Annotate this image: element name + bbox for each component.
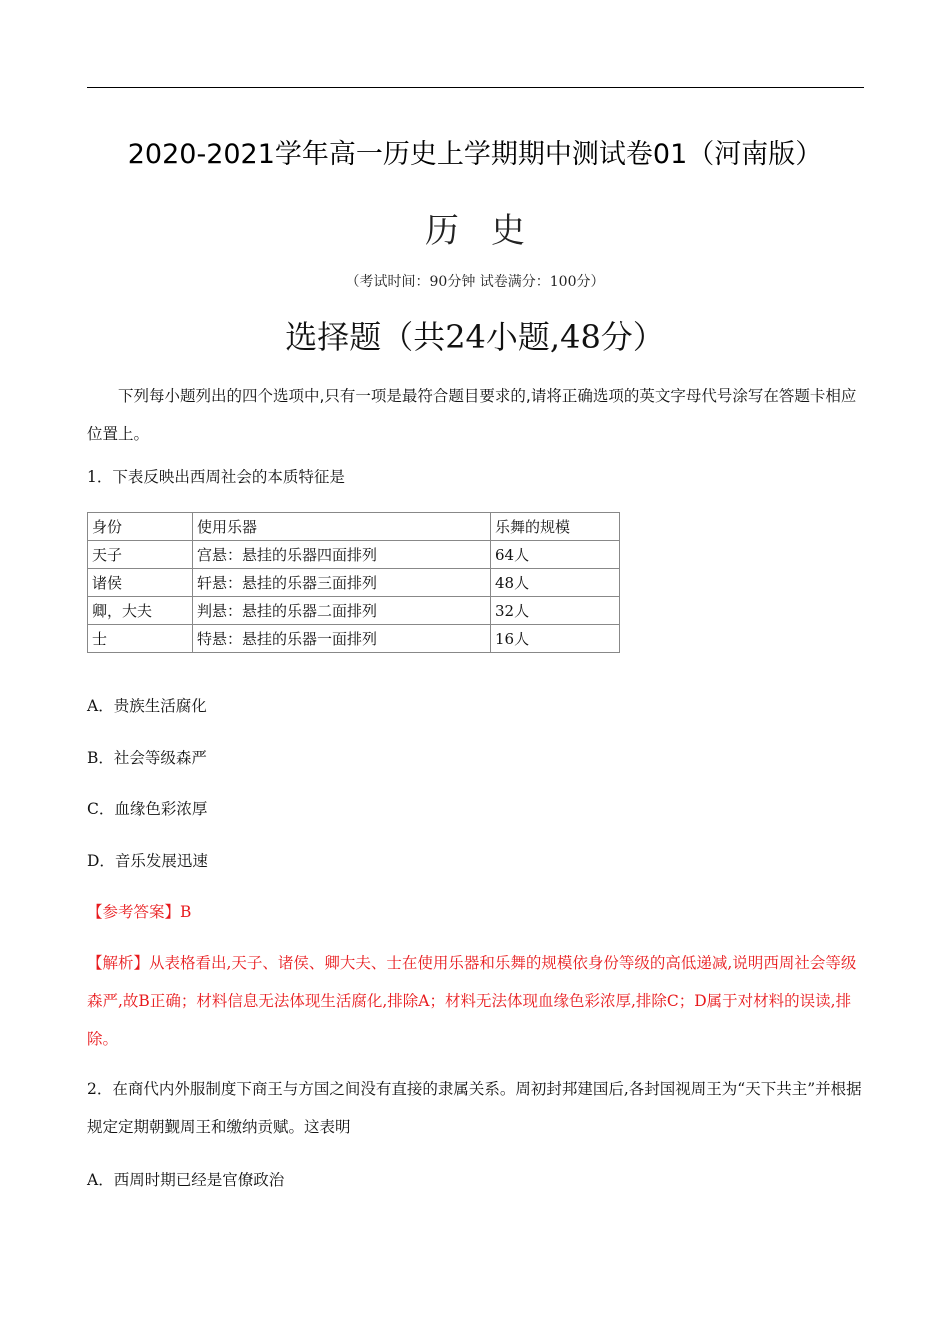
top-rule: [87, 87, 864, 88]
table-cell: 48人: [491, 569, 620, 597]
table-header-cell: 乐舞的规模: [491, 513, 620, 541]
table-cell: 卿，大夫: [88, 597, 193, 625]
table-cell: 士: [88, 625, 193, 653]
question-2-option-a: A．西周时期已经是官僚政治: [87, 1171, 285, 1189]
table-cell: 判悬：悬挂的乐器二面排列: [193, 597, 491, 625]
table-header-cell: 身份: [88, 513, 193, 541]
table-cell: 轩悬：悬挂的乐器三面排列: [193, 569, 491, 597]
question-1-stem: 1．下表反映出西周社会的本质特征是: [87, 468, 345, 486]
question-1-option-d: D．音乐发展迅速: [87, 852, 208, 870]
table-cell: 诸侯: [88, 569, 193, 597]
document-title: 2020-2021学年高一历史上学期期中测试卷01（河南版）: [127, 139, 823, 170]
question-1-option-a: A．贵族生活腐化: [87, 697, 207, 715]
section-instructions: 下列每小题列出的四个选项中,只有一项是最符合题目要求的,请将正确选项的英文字母代号涂写在答题卡相应位置上。: [87, 387, 857, 443]
question-1-option-c: C．血缘色彩浓厚: [87, 800, 208, 818]
section-title: 选择题（共24小题,48分）: [285, 318, 665, 356]
question-1-option-b: B．社会等级森严: [87, 749, 207, 767]
table-row: [88, 541, 620, 569]
table-header-cell: 使用乐器: [193, 513, 491, 541]
table-header-row: [88, 513, 620, 541]
table-cell: 宫悬：悬挂的乐器四面排列: [193, 541, 491, 569]
question-2-stem: 2．在商代内外服制度下商王与方国之间没有直接的隶属关系。周初封邦建国后,各封国视周王为“天下共主”并根据规定定期朝觐周王和缴纳贡赋。这表明: [87, 1080, 862, 1136]
question-1-answer: 【参考答案】B: [87, 903, 192, 921]
table-row: [88, 569, 620, 597]
table-cell: 特悬：悬挂的乐器一面排列: [193, 625, 491, 653]
table-row: [88, 597, 620, 625]
table-cell: 64人: [491, 541, 620, 569]
question-1-table: [87, 512, 620, 653]
table-cell: 16人: [491, 625, 620, 653]
exam-info: （考试时间：90分钟 试卷满分：100分）: [345, 274, 605, 290]
question-1-analysis: 【解析】从表格看出,天子、诸侯、卿大夫、士在使用乐器和乐舞的规模依身份等级的高低递减,说明西周社会等级森严,故B正确；材料信息无法体现生活腐化,排除A；材料无法体现血缘色彩浓厚,排除C；D属于对材料的误读,排除。: [87, 954, 857, 1048]
table-cell: 天子: [88, 541, 193, 569]
subject-heading: 历史: [425, 211, 557, 251]
table-cell: 32人: [491, 597, 620, 625]
table-row: [88, 625, 620, 653]
